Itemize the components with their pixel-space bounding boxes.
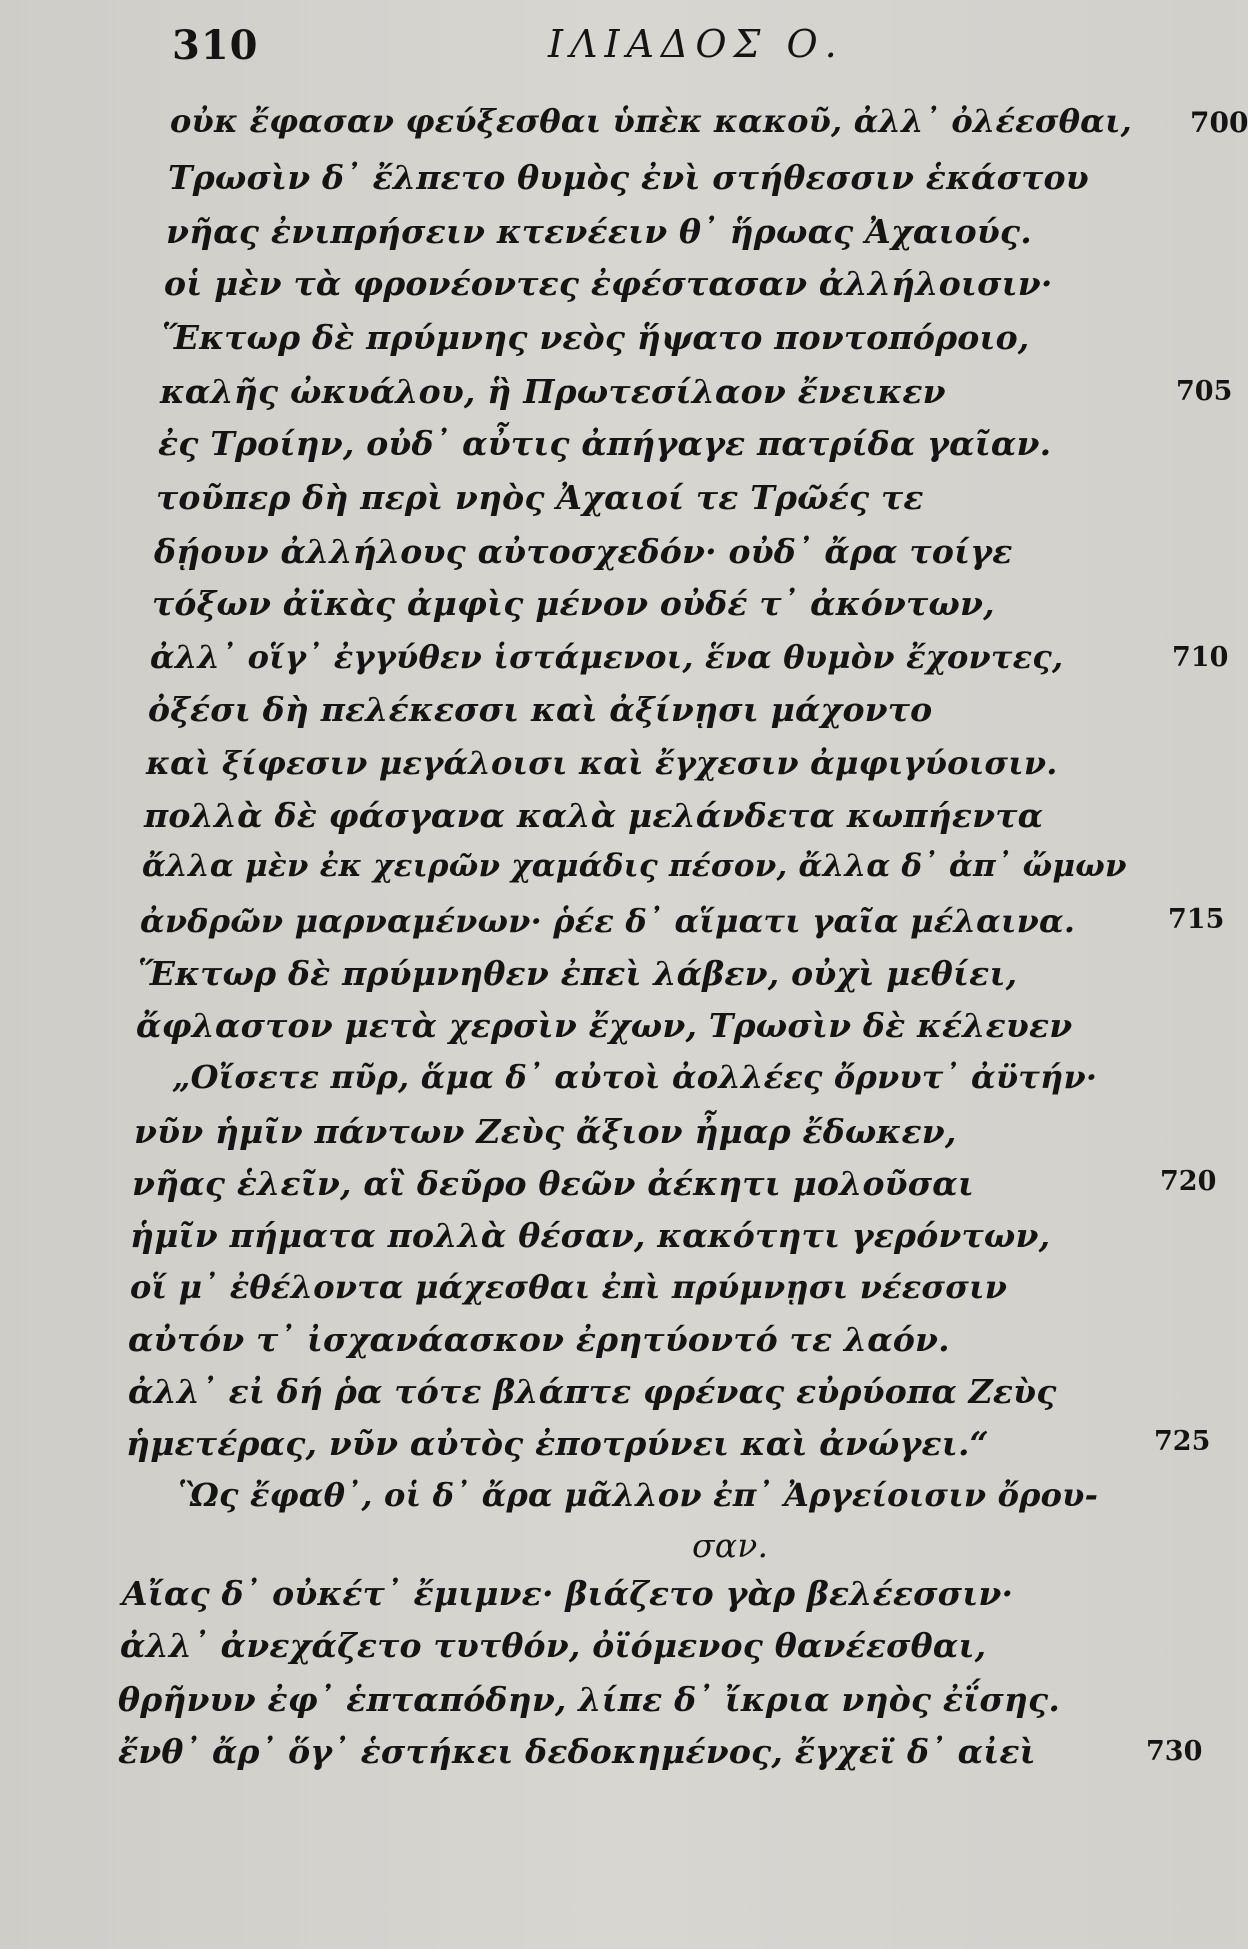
- verse-line: νῦν ἡμῖν πάντων Ζεὺς ἄξιον ἦμαρ ἔδωκεν,: [134, 1112, 957, 1151]
- line-number: 730: [1146, 1736, 1203, 1767]
- verse-line: νῆας ἐνιπρήσειν κτενέειν θ᾽ ἥρωας Ἀχαιούς.: [166, 212, 1032, 251]
- verse-line: Ὣς ἔφαθ᾽, οἱ δ᾽ ἄρα μᾶλλον ἐπ᾽ Ἀργείοισιν ὄρου-: [178, 1476, 1099, 1514]
- verse-line: θρῆνυν ἐφ᾽ ἑπταπόδην, λίπε δ᾽ ἴκρια νηὸς ἐΐσης.: [118, 1680, 1061, 1719]
- verse-line: ἀλλ᾽ οἵγ᾽ ἐγγύθεν ἱστάμενοι, ἕνα θυμὸν ἔχοντες,: [150, 638, 1064, 676]
- verse-line: καλῆς ὠκυάλου, ἣ Πρωτεσίλαον ἔνεικεν: [160, 372, 946, 411]
- line-number: 705: [1176, 376, 1233, 407]
- verse-line: καὶ ξίφεσιν μεγάλοισι καὶ ἔγχεσιν ἀμφιγύοισιν.: [146, 744, 1058, 782]
- verse-line: ἀλλ᾽ εἰ δή ῥα τότε βλάπτε φρένας εὐρύοπα Ζεὺς: [128, 1372, 1057, 1411]
- verse-line: Αἴας δ᾽ οὐκέτ᾽ ἔμιμνε· βιάζετο γὰρ βελέεσσιν·: [122, 1574, 1014, 1613]
- verse-line: ὀξέσι δὴ πελέκεσσι καὶ ἀξίνῃσι μάχοντο: [148, 690, 933, 729]
- verse-line: ἄφλαστον μετὰ χερσὶν ἔχων, Τρωσὶν δὲ κέλευεν: [136, 1006, 1073, 1045]
- verse-line: τοῦπερ δὴ περὶ νηὸς Ἀχαιοί τε Τρῶές τε: [156, 478, 924, 517]
- verse-line: αὐτόν τ᾽ ἰσχανάασκον ἐρητύοντό τε λαόν.: [128, 1320, 950, 1359]
- line-number: 710: [1172, 642, 1229, 673]
- verse-line: ἔνθ᾽ ἄρ᾽ ὅγ᾽ ἑστήκει δεδοκημένος, ἔγχεϊ δ᾽ αἰεὶ: [118, 1732, 1036, 1771]
- verse-line: πολλὰ δὲ φάσγανα καλὰ μελάνδετα κωπήεντα: [144, 796, 1044, 835]
- verse-line: ἡμετέρας, νῦν αὐτὸς ἐποτρύνει καὶ ἀνώγει.“: [126, 1424, 989, 1463]
- verse-line: ἐς Τροίην, οὐδ᾽ αὖτις ἀπήγαγε πατρίδα γαῖαν.: [158, 424, 1052, 463]
- verse-line: οἵ μ᾽ ἐθέλοντα μάχεσθαι ἐπὶ πρύμνῃσι νέεσσιν: [130, 1268, 1008, 1306]
- line-number: 725: [1154, 1426, 1211, 1457]
- running-title: ΙΛΙΑΔΟΣ Ο.: [548, 22, 844, 66]
- verse-line: „Οἴσετε πῦρ, ἅμα δ᾽ αὐτοὶ ἀολλέες ὄρνυτ᾽ ἀϋτήν·: [172, 1058, 1098, 1096]
- verse-line: ἄλλα μὲν ἐκ χειρῶν χαμάδις πέσον, ἄλλα δ᾽ ἀπ᾽ ὤμων: [142, 848, 1127, 884]
- verse-line: Ἕκτωρ δὲ πρύμνηθεν ἐπεὶ λάβεν, οὐχὶ μεθίει,: [138, 954, 1018, 993]
- verse-line: οἱ μὲν τὰ φρονέοντες ἐφέστασαν ἀλλήλοισιν·: [164, 264, 1053, 303]
- verse-line: Ἕκτωρ δὲ πρύμνης νεὸς ἥψατο ποντοπόροιο,: [162, 318, 1030, 357]
- line-number: 700: [1190, 106, 1248, 139]
- line-number: 715: [1168, 904, 1225, 935]
- verse-line: ἀλλ᾽ ἀνεχάζετο τυτθόν, ὀϊόμενος θανέεσθαι,: [120, 1626, 987, 1665]
- verse-line: Τρωσὶν δ᾽ ἔλπετο θυμὸς ἐνὶ στήθεσσιν ἑκάστου: [168, 158, 1089, 197]
- verse-line: οὐκ ἔφασαν φεύξεσθαι ὑπὲκ κακοῦ, ἀλλ᾽ ὀλέεσθαι,: [170, 102, 1133, 140]
- verse-line: νῆας ἑλεῖν, αἳ δεῦρο θεῶν ἀέκητι μολοῦσαι: [132, 1164, 975, 1203]
- line-number: 720: [1160, 1166, 1217, 1197]
- verse-line: ἀνδρῶν μαρναμένων· ῥέε δ᾽ αἵματι γαῖα μέλαινα.: [140, 902, 1076, 940]
- verse-line: τόξων ἀϊκὰς ἀμφὶς μένον οὐδέ τ᾽ ἀκόντων,: [152, 584, 995, 623]
- verse-line-continuation: σαν.: [692, 1526, 769, 1565]
- verse-line: δῄουν ἀλλήλους αὐτοσχεδόν· οὐδ᾽ ἄρα τοίγε: [154, 532, 1013, 571]
- verse-line: ἡμῖν πήματα πολλὰ θέσαν, κακότητι γερόντων,: [130, 1216, 1051, 1255]
- page-number: 310: [172, 22, 259, 69]
